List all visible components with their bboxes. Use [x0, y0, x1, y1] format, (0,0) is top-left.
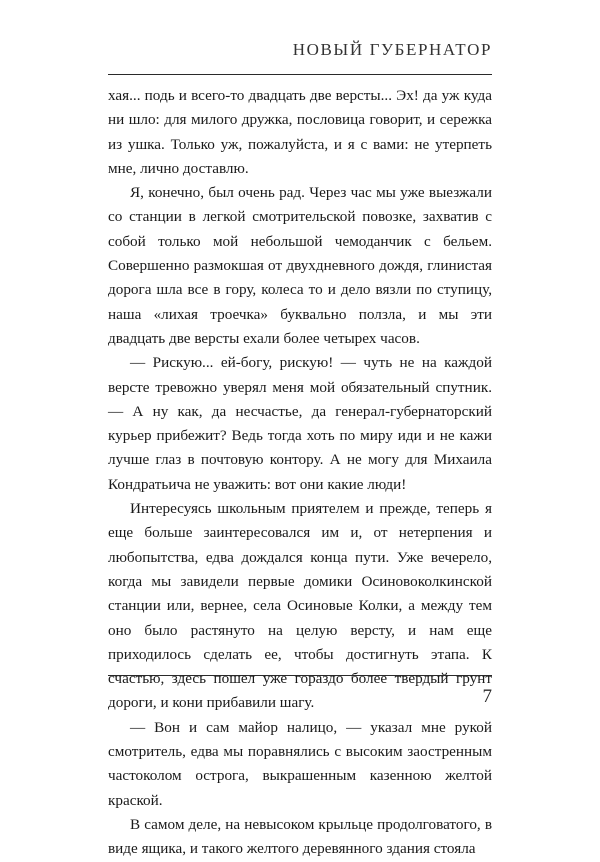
body-text — [108, 84, 492, 862]
paragraph-continued: хая... подь и всего-то двадцать две версты... Эх! да уж куда ни шло: для милого дружка, пословица говорит, и сережка из ушка. Только уж, пожалуйста, и я с вами: не утерпеть мне, лично доставлю. — [108, 87, 492, 177]
paragraph: Я, конечно, был очень рад. Через час мы уже выезжали со станции в легкой смотрительской повозке, захватив с собой только мой небольшой чемоданчик с бельем. Совершенно размокшая от двухдневного дождя, глинистая дорога шла все в гору, колеса то и дело вязли по ступицу, наша «лихая троечка» буквально ползла, и мы эти двадцать две версты ехали более четырех часов. — [108, 184, 492, 347]
paragraph-dialogue: — Вон и сам майор налицо, — указал мне рукой смотритель, едва мы поравнялись с высоким заостренным частоколом острога, выкрашенным казенною желтой краской. — [108, 718, 492, 809]
page-number: 7 — [482, 686, 492, 707]
running-title: НОВЫЙ ГУБЕРНАТОР — [292, 40, 492, 59]
footer-rule — [108, 675, 492, 676]
running-header — [108, 34, 492, 75]
paragraph: В самом деле, на невысоком крыльце продолговатого, в виде ящика, и такого желтого деревянного здания стояла — [108, 815, 492, 858]
paragraph-dialogue: — Рискую... ей-богу, рискую! — чуть не на каждой версте тревожно уверял меня мой обязательный спутник. — А ну как, да несчастье, да генерал-губернаторский курьер прибежит? Ведь тогда хоть по миру иди и не кажи лучше глаз в почтовую контору. А не могу для Михаила Кондратьича не уважить: вот они какие люди! — [108, 354, 492, 493]
paragraph: Интересуясь школьным приятелем и прежде, теперь я еще больше заинтересовался им и, от нетерпения и любопытства, едва дождался конца пути. Уже вечерело, когда мы завидели первые домики Осиновоколкинской станции или, вернее, села Осиновые Колки, а между тем оно было растянуто на целую версту, и нам еще приходилось сделать ее, чтобы достигнуть этапа. К счастью, здесь пошел уже гораздо более твердый грунт дороги, и кони прибавили шагу. — [108, 500, 492, 712]
